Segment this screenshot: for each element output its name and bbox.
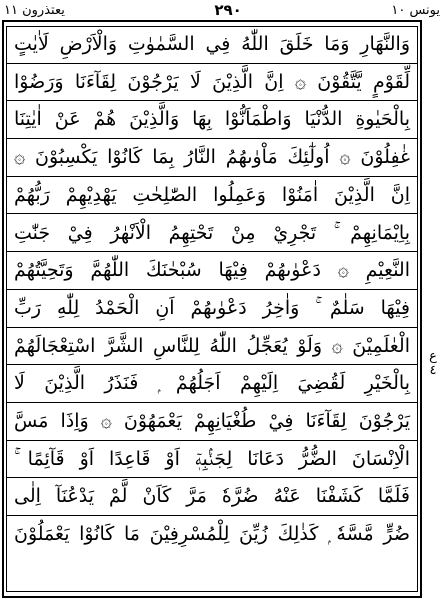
text-line-6: بِاِيْمَانِهِمْ ۚ تَجْرِيْ مِنْ تَحْتِهِمُ الْاَنْهٰرُ فِيْ جَنّٰتِ [6, 215, 418, 253]
header-surah-name: يونس ١٠ [391, 2, 440, 18]
page-header [4, 0, 440, 20]
page-number: ٢٩٠ [214, 1, 242, 19]
header-left-catchword: يعتذرون ١١ [4, 2, 65, 18]
text-line-5: اِنَّ الَّذِيْنَ اٰمَنُوْا وَعَمِلُوا الصّٰلِحٰتِ يَهْدِيْهِمْ رَبُّهُمْ [6, 177, 418, 215]
text-line-11: يَرْجُوْنَ لِقَآءَنَا فِيْ طُغْيَانِهِمْ يَعْمَهُوْنَ ۞ وَاِذَا مَسَّ [6, 403, 418, 441]
text-line-4: غٰفِلُوْنَ ۞ اُولٰٓئِكَ مَاْوٰىهُمُ النَّارُ بِمَا كَانُوْا يَكْسِبُوْنَ ۞ [6, 139, 418, 177]
text-lines [6, 26, 418, 592]
text-line-3: بِالْحَيٰوةِ الدُّنْيَا وَاطْمَاَنُّوْا بِهَا وَالَّذِيْنَ هُمْ عَنْ اٰيٰتِنَا [6, 101, 418, 139]
text-line-12: الْاِنْسَانَ الضُّرُّ دَعَانَا لِجَنْۢبِهٖٓ اَوْ قَاعِدًا اَوْ قَآئِمًا ۚ [6, 441, 418, 479]
text-line-14: ضُرٍّ مَّسَّهٗ ۭ كَذٰلِكَ زُيِّنَ لِلْمُسْرِفِيْنَ مَا كَانُوْا يَعْمَلُوْنَ [14, 523, 410, 546]
text-line-10: بِالْخَيْرِ لَقُضِيَ اِلَيْهِمْ اَجَلُهُمْ ۭ فَنَذَرُ الَّذِيْنَ لَا [6, 365, 418, 403]
text-line-1: وَالنَّهَارِ وَمَا خَلَقَ اللّٰهُ فِي السَّمٰوٰتِ وَالْاَرْضِ لَاٰيٰتٍ [6, 26, 418, 64]
text-line-7: النَّعِيْمِ ۞ دَعْوٰىهُمْ فِيْهَا سُبْحٰنَكَ اللّٰهُمَّ وَتَحِيَّتُهُمْ [6, 252, 418, 290]
text-line-9: الْعٰلَمِيْنَ ۞ وَلَوْ يُعَجِّلُ اللّٰهُ لِلنَّاسِ الشَّرَّ اسْتِعْجَالَهُمْ [6, 328, 418, 366]
ruku-marker: ع ٤ [429, 349, 437, 378]
text-line-13: فَلَمَّا كَشَفْنَا عَنْهُ ضُرَّهٗ مَرَّ كَاَنْ لَّمْ يَدْعُنَآ اِلٰى [6, 478, 418, 516]
text-line-2: لِّقَوْمٍ يَّتَّقُوْنَ ۞ اِنَّ الَّذِيْنَ لَا يَرْجُوْنَ لِقَآءَنَا وَرَضُوْا [6, 64, 418, 102]
text-line-8: فِيْهَا سَلٰمٌ ۚ وَاٰخِرُ دَعْوٰىهُمْ اَنِ الْحَمْدُ لِلّٰهِ رَبِّ [6, 290, 418, 328]
